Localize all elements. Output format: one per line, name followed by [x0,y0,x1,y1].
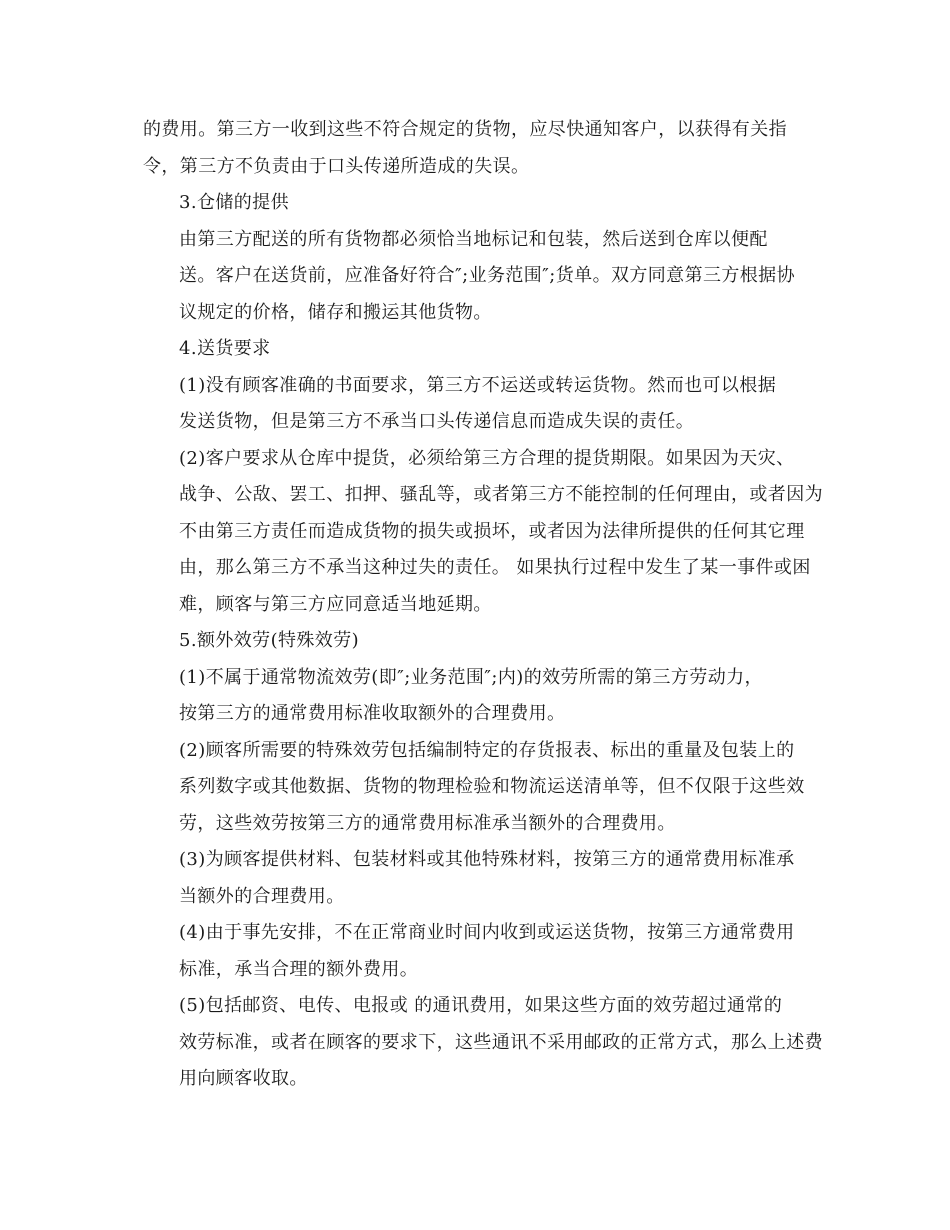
body-paragraph [143,915,809,988]
text-line: 由，那么第三方不承当这种过失的责任。 如果执行过程中发生了某一事件或困 [179,557,811,578]
body-paragraph [143,660,809,733]
text-line: 4.送货要求 [179,338,271,359]
text-line: 难，顾客与第三方应同意适当地延期。 [179,593,492,615]
text-line: 3.仓储的提供 [179,192,289,213]
section-heading [143,185,809,222]
section-heading [143,623,809,660]
text-line: 效劳标准，或者在顾客的要求下，这些通讯不采用邮政的正常方式，那么上述费 [179,1031,823,1053]
text-line: 劳，这些效劳按第三方的通常费用标准承当额外的合理费用。 [179,812,676,834]
text-line: (4)由于事先安排，不在正常商业时间内收到或运送货物，按第三方通常费用 [179,922,795,943]
text-line: 系列数字或其他数据、货物的物理检验和物流运送清单等，但不仅限于这些效 [179,776,805,797]
body-paragraph [143,112,809,185]
body-paragraph [143,842,809,915]
text-line: 按第三方的通常费用标准收取额外的合理费用。 [179,703,566,724]
text-line: 标准，承当合理的额外费用。 [179,958,419,980]
text-line: 用向顾客收取。 [179,1068,308,1089]
text-line: 当额外的合理费用。 [179,885,345,907]
text-line: 送。客户在送货前，应准备好符合″;业务范围″;货单。双方同意第三方根据协 [179,265,795,286]
text-line: (2)顾客所需要的特殊效劳包括编制特定的存货报表、标出的重量及包装上的 [179,739,795,761]
text-line: (1)不属于通常物流效劳(即″;业务范围″;内)的效劳所需的第三方劳动力， [179,666,763,688]
text-line: 战争、公敌、罢工、扣押、骚乱等，或者第三方不能控制的任何理由，或者因为 [179,484,823,505]
text-line: (1)没有顾客准确的书面要求，第三方不运送或转运货物。然而也可以根据 [179,374,777,396]
text-line: 5.额外效劳(特殊效劳) [179,630,360,651]
section-heading [143,331,809,368]
body-paragraph [143,733,809,843]
text-line: 由第三方配送的所有货物都必须恰当地标记和包装，然后送到仓库以便配 [179,228,768,250]
text-line: (2)客户要求从仓库中提货，必须给第三方合理的提货期限。如果因为天灾、 [179,447,795,469]
text-line: 议规定的价格，储存和搬运其他货物。 [179,301,492,323]
body-paragraph [143,441,823,624]
text-line: (5)包括邮资、电传、电报或 的通讯费用，如果这些方面的效劳超过通常的 [179,995,783,1016]
text-line: 发送货物，但是第三方不承当口头传递信息而造成失误的责任。 [179,411,695,432]
body-paragraph [143,222,809,332]
text-line: (3)为顾客提供材料、包装材料或其他特殊材料，按第三方的通常费用标准承 [179,849,795,870]
text-line: 的费用。第三方一收到这些不符合规定的货物，应尽快通知客户，以获得有关指 [143,119,787,140]
text-line: 不由第三方责任而造成货物的损失或损坏，或者因为法律所提供的任何其它理 [179,520,805,542]
body-paragraph [143,988,823,1098]
body-paragraph [143,368,809,441]
document-body [143,112,823,1098]
text-line: 令，第三方不负责由于口头传递所造成的失误。 [143,155,530,177]
